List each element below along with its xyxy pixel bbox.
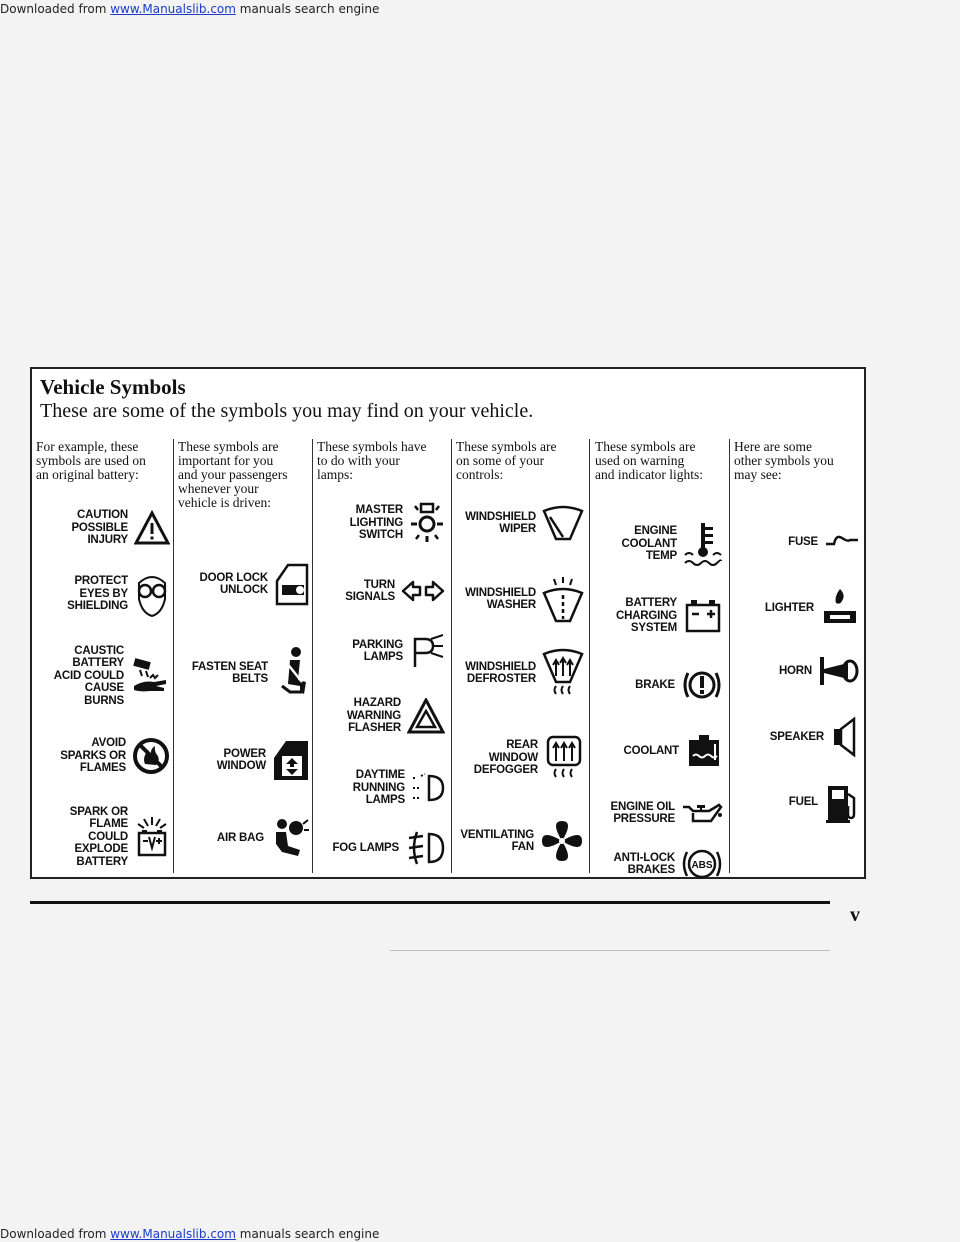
coolant-tank-icon <box>685 732 723 770</box>
column-intro: These symbols have to do with your lamps: <box>317 439 427 482</box>
symbol-label: ENGINE OIL PRESSURE <box>610 800 675 825</box>
symbol-drl <box>317 760 445 816</box>
symbol-label: FUSE <box>788 535 818 548</box>
symbol-label: SPEAKER <box>769 730 824 743</box>
page-rule <box>30 901 830 904</box>
symbol-label: FASTEN SEAT BELTS <box>191 660 268 685</box>
symbol-label: COOLANT <box>623 744 679 757</box>
goggles-face-icon <box>134 569 170 619</box>
section-title: Vehicle Symbols <box>40 375 186 399</box>
faint-line <box>390 950 830 951</box>
symbol-label: BATTERY CHARGING SYSTEM <box>615 597 677 635</box>
master-lighting-icon <box>409 500 445 546</box>
symbol-label: ANTI-LOCK BRAKES <box>613 851 675 876</box>
column-intro: Here are some other symbols you may see: <box>734 439 834 482</box>
symbol-rear-defogger <box>456 718 584 798</box>
symbol-label: CAUSTIC BATTERY ACID COULD CAUSE BURNS <box>53 644 124 707</box>
symbol-hazard <box>317 684 445 748</box>
symbol-label: HORN <box>778 664 812 677</box>
symbol-fuse <box>734 520 860 564</box>
column-other <box>734 440 862 872</box>
wiper-icon <box>542 505 584 541</box>
fuse-icon <box>824 532 860 552</box>
speaker-icon <box>830 717 860 757</box>
svg-text:ABS: ABS <box>691 860 713 871</box>
front-defroster-icon <box>542 648 584 698</box>
symbol-label: LIGHTER <box>764 601 814 614</box>
symbol-power-window <box>178 732 310 788</box>
column-divider <box>173 439 174 873</box>
symbol-parking-lamps <box>317 626 445 676</box>
column-intro: These symbols are on some of your controls: <box>456 439 557 482</box>
warning-triangle-icon <box>134 510 170 546</box>
header-prefix: Downloaded from <box>0 2 111 16</box>
symbol-caution <box>36 500 170 556</box>
page-number: v <box>850 904 860 926</box>
daytime-running-lamps-icon <box>411 768 445 808</box>
symbol-speaker <box>734 712 860 762</box>
symbol-label: BRAKE <box>635 678 675 691</box>
fan-icon <box>540 819 584 863</box>
symbol-label: ENGINE COOLANT TEMP <box>621 525 677 563</box>
column-battery <box>36 440 170 872</box>
abs-icon <box>681 844 723 884</box>
footer-link[interactable]: www.Manualslib.com <box>110 1227 236 1241</box>
symbol-label: VENTILATING FAN <box>460 828 534 853</box>
exploding-battery-icon <box>134 815 170 859</box>
symbol-coolant-temp <box>595 514 723 574</box>
column-intro: For example, these symbols are used on an original battery: <box>36 439 146 482</box>
symbol-label: MASTER LIGHTING SWITCH <box>349 504 403 542</box>
fuel-pump-icon <box>824 780 860 824</box>
symbol-battery <box>595 586 723 646</box>
symbol-label: PROTECT EYES BY SHIELDING <box>67 575 128 613</box>
symbol-label: REAR WINDOW DEFOGGER <box>473 739 538 777</box>
symbol-label: CAUTION POSSIBLE INJURY <box>71 509 128 547</box>
lighter-icon <box>820 585 860 631</box>
symbol-label: AIR BAG <box>216 831 264 844</box>
symbol-label: WINDSHIELD DEFROSTER <box>465 660 536 685</box>
column-divider <box>451 439 452 873</box>
symbol-label: HAZARD WARNING FLASHER <box>346 697 401 735</box>
symbol-label: DOOR LOCK UNLOCK <box>199 571 268 596</box>
column-divider <box>589 439 590 873</box>
download-header <box>0 0 960 18</box>
symbol-coolant <box>595 722 723 780</box>
symbol-label: WINDSHIELD WIPER <box>465 510 536 535</box>
horn-icon <box>818 653 860 689</box>
power-window-icon <box>272 738 310 782</box>
symbol-horn <box>734 646 860 696</box>
symbol-label: WINDSHIELD WASHER <box>465 586 536 611</box>
symbol-label: AVOID SPARKS OR FLAMES <box>60 737 126 775</box>
symbol-fan <box>456 812 584 870</box>
symbol-oil-pressure <box>595 788 723 838</box>
hazard-triangle-icon <box>407 698 445 734</box>
coolant-temp-icon <box>683 521 723 567</box>
column-controls <box>456 440 588 872</box>
symbol-label: FOG LAMPS <box>332 841 399 854</box>
footer-suffix: manuals search engine <box>235 1227 380 1241</box>
symbol-label: SPARK OR FLAME COULD EXPLODE BATTERY <box>69 805 128 868</box>
symbol-spark-flame <box>36 802 170 872</box>
seat-belt-icon <box>274 646 310 700</box>
column-divider <box>729 439 730 873</box>
header-suffix: manuals search engine <box>235 2 380 16</box>
symbol-air-bag <box>178 808 310 868</box>
symbol-protect-eyes <box>36 566 170 622</box>
symbol-lighter <box>734 576 860 640</box>
vehicle-symbols-panel <box>30 367 866 879</box>
symbol-abs <box>595 840 723 888</box>
symbol-label: DAYTIME RUNNING LAMPS <box>352 769 405 807</box>
rear-defogger-icon <box>544 733 584 783</box>
column-intro: These symbols are important for you and your passengers whenever your vehicle is driven: <box>178 439 288 510</box>
no-flame-icon <box>132 737 170 775</box>
column-indicators <box>595 439 727 876</box>
symbol-washer <box>456 566 584 632</box>
door-lock-icon <box>274 561 310 607</box>
symbol-label: TURN SIGNALS <box>345 578 395 603</box>
column-intro: These symbols are used on warning and indicator lights: <box>595 439 703 482</box>
acid-hand-icon <box>130 656 170 696</box>
symbol-label: POWER WINDOW <box>216 747 266 772</box>
turn-signal-arrows-icon <box>401 579 445 603</box>
symbol-master-lighting <box>317 494 445 552</box>
symbol-door-lock <box>178 556 310 612</box>
header-link[interactable]: www.Manualslib.com <box>110 2 236 16</box>
battery-icon <box>683 597 723 635</box>
oil-can-icon <box>681 799 723 827</box>
symbol-turn-signals <box>317 566 445 616</box>
symbol-wiper <box>456 494 584 552</box>
column-lamps <box>317 440 449 872</box>
air-bag-icon <box>270 816 310 860</box>
washer-icon <box>542 575 584 623</box>
symbol-defroster <box>456 640 584 706</box>
symbol-brake <box>595 658 723 712</box>
section-subtitle: These are some of the symbols you may find on your vehicle. <box>40 400 534 422</box>
fog-lamp-icon <box>405 828 445 868</box>
symbol-label: PARKING LAMPS <box>352 638 403 663</box>
symbol-fuel <box>734 776 860 828</box>
download-footer <box>0 1226 960 1242</box>
column-divider <box>312 439 313 873</box>
brake-warning-icon <box>681 665 723 705</box>
symbol-avoid-sparks <box>36 726 170 786</box>
symbol-fog-lamps <box>317 824 445 872</box>
column-safety <box>178 440 310 872</box>
symbol-caustic-acid <box>36 637 170 715</box>
footer-prefix: Downloaded from <box>0 1227 111 1241</box>
symbol-seat-belt <box>178 638 310 708</box>
symbol-label: FUEL <box>788 795 818 808</box>
parking-lamps-icon <box>409 633 445 669</box>
